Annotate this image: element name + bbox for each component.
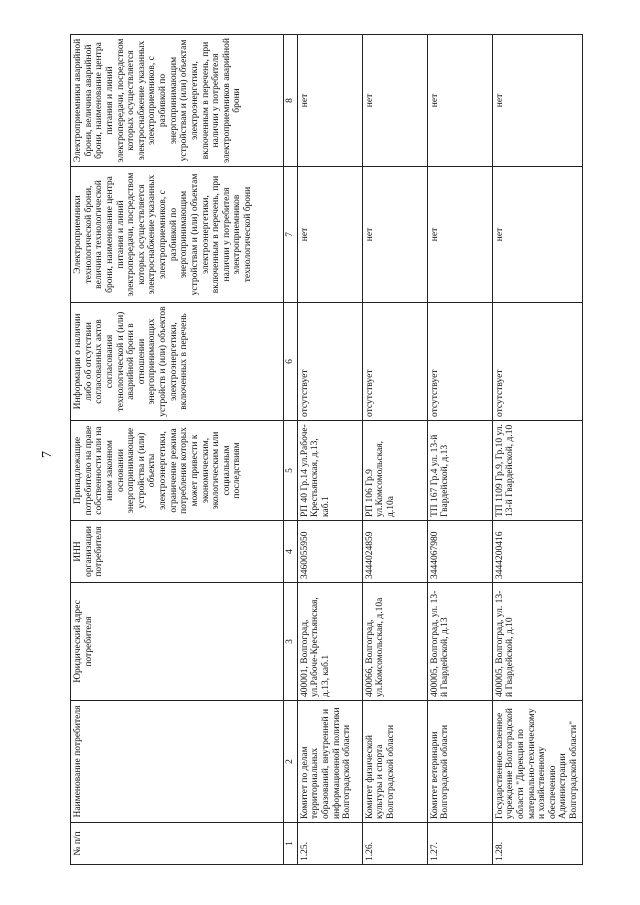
- column-number: 5: [284, 421, 298, 521]
- rotated-page: [70, 35, 615, 865]
- emergency-reserve: нет: [362, 35, 427, 167]
- devices: ТП 167 Гр.4 ул. 13-й Гвардейской, д.13: [427, 421, 492, 521]
- header-cell: Информация о наличии либо об отсутствии согласованных актов согласования технологической и (или) аварийной брони в отношении энергопринимающих устройств и (или) объектов электроэнергетики, включенных в перечень: [71, 303, 284, 421]
- header-cell: ИНН организации потребителя: [71, 521, 284, 583]
- consumer-name: Комитет физической культуры и спорта Волгоградской области: [362, 701, 427, 823]
- legal-address: 400005, Волгоград, ул. 13-й Гвардейской, д.10: [492, 583, 582, 701]
- emergency-reserve: нет: [492, 35, 582, 167]
- page-number: 7: [40, 451, 55, 458]
- table-row: [362, 35, 427, 865]
- devices: ТП 1109 Гр.9, Гр.10 ул. 13-й Гвардейской, д.10: [492, 421, 582, 521]
- table-row: [492, 35, 582, 865]
- acts-info: отсутствует: [492, 303, 582, 421]
- column-number-row: [284, 35, 298, 865]
- tech-reserve: нет: [297, 167, 362, 303]
- row-number: 1.25.: [297, 823, 362, 865]
- consumer-name: Государственное казенное учреждение Волгоградской области "Дирекция по материально-техническому и хозяйственному обеспечению Администрации Волгоградской области": [492, 701, 582, 823]
- emergency-reserve: нет: [297, 35, 362, 167]
- table-header: [71, 35, 284, 865]
- column-number: 1: [284, 823, 298, 865]
- acts-info: отсутствует: [297, 303, 362, 421]
- tech-reserve: нет: [362, 167, 427, 303]
- table-row: [297, 35, 362, 865]
- table-row: [427, 35, 492, 865]
- devices: РП 40 Гр.14 ул.Рабоче-Крестьянская, д.13, каб.1: [297, 421, 362, 521]
- inn: 3444067980: [427, 521, 492, 583]
- header-cell: Юридический адрес потребителя: [71, 583, 284, 701]
- acts-info: отсутствует: [362, 303, 427, 421]
- tech-reserve: нет: [427, 167, 492, 303]
- consumer-name: Комитет ветеринарии Волгоградской области: [427, 701, 492, 823]
- column-number: 4: [284, 521, 298, 583]
- column-number: 2: [284, 701, 298, 823]
- acts-info: отсутствует: [427, 303, 492, 421]
- emergency-reserve: нет: [427, 35, 492, 167]
- legal-address: 400066, Волгоград, ул.Комсомольская, д.10а: [362, 583, 427, 701]
- header-cell: Электроприемники технологической брони, величина технологической брони, наименование центра питания и линий электропередачи, посредством которых осуществляется электроснабжение указанных электроприемников, с разбивкой по энергопринимающим устройствам и (или) объектам электроэнергетики, включенным в перечень, при наличии у потребителя электроприемников технологической брони: [71, 167, 284, 303]
- inn: 3444024859: [362, 521, 427, 583]
- column-number: 3: [284, 583, 298, 701]
- consumer-name: Комитет по делам территориальных образований, внутренней и информационной политики Волгоградской области: [297, 701, 362, 823]
- header-cell: Наименование потребителя: [71, 701, 284, 823]
- row-number: 1.28.: [492, 823, 582, 865]
- devices: РП 106 Гр.9 ул.Комсомольская, д.10а: [362, 421, 427, 521]
- row-number: 1.27.: [427, 823, 492, 865]
- legal-address: 400001, Волгоград, ул.Рабоче-Крестьянская, д.13, каб.1: [297, 583, 362, 701]
- legal-address: 400005, Волгоград, ул. 13-й Гвардейской, д.13: [427, 583, 492, 701]
- header-cell: Электроприемники аварийной брони, величина аварийной брони, наименование центра питания и линий электропередачи, посредством которых осуществляется электроснабжение указанных электроприемников, с разбивкой по энергопринимающим устройствам и (или) объектам электроэнергетики, включенным в перечень, при наличии у потребителя электроприемников аварийной брони: [71, 35, 284, 167]
- column-number: 8: [284, 35, 298, 167]
- row-number: 1.26.: [362, 823, 427, 865]
- consumers-table: [70, 34, 583, 865]
- tech-reserve: нет: [492, 167, 582, 303]
- inn: 3460055950: [297, 521, 362, 583]
- header-cell: Принадлежащие потребителю на праве собственности или на ином законном основании энергопринимающие устройства и (или) объекты электроэнергетики, ограничение режима потребления которых может привести к экономическим, экологическим или социальным последствиям: [71, 421, 284, 521]
- inn: 3444200416: [492, 521, 582, 583]
- header-cell: № п/п: [71, 823, 284, 865]
- column-number: 7: [284, 167, 298, 303]
- column-number: 6: [284, 303, 298, 421]
